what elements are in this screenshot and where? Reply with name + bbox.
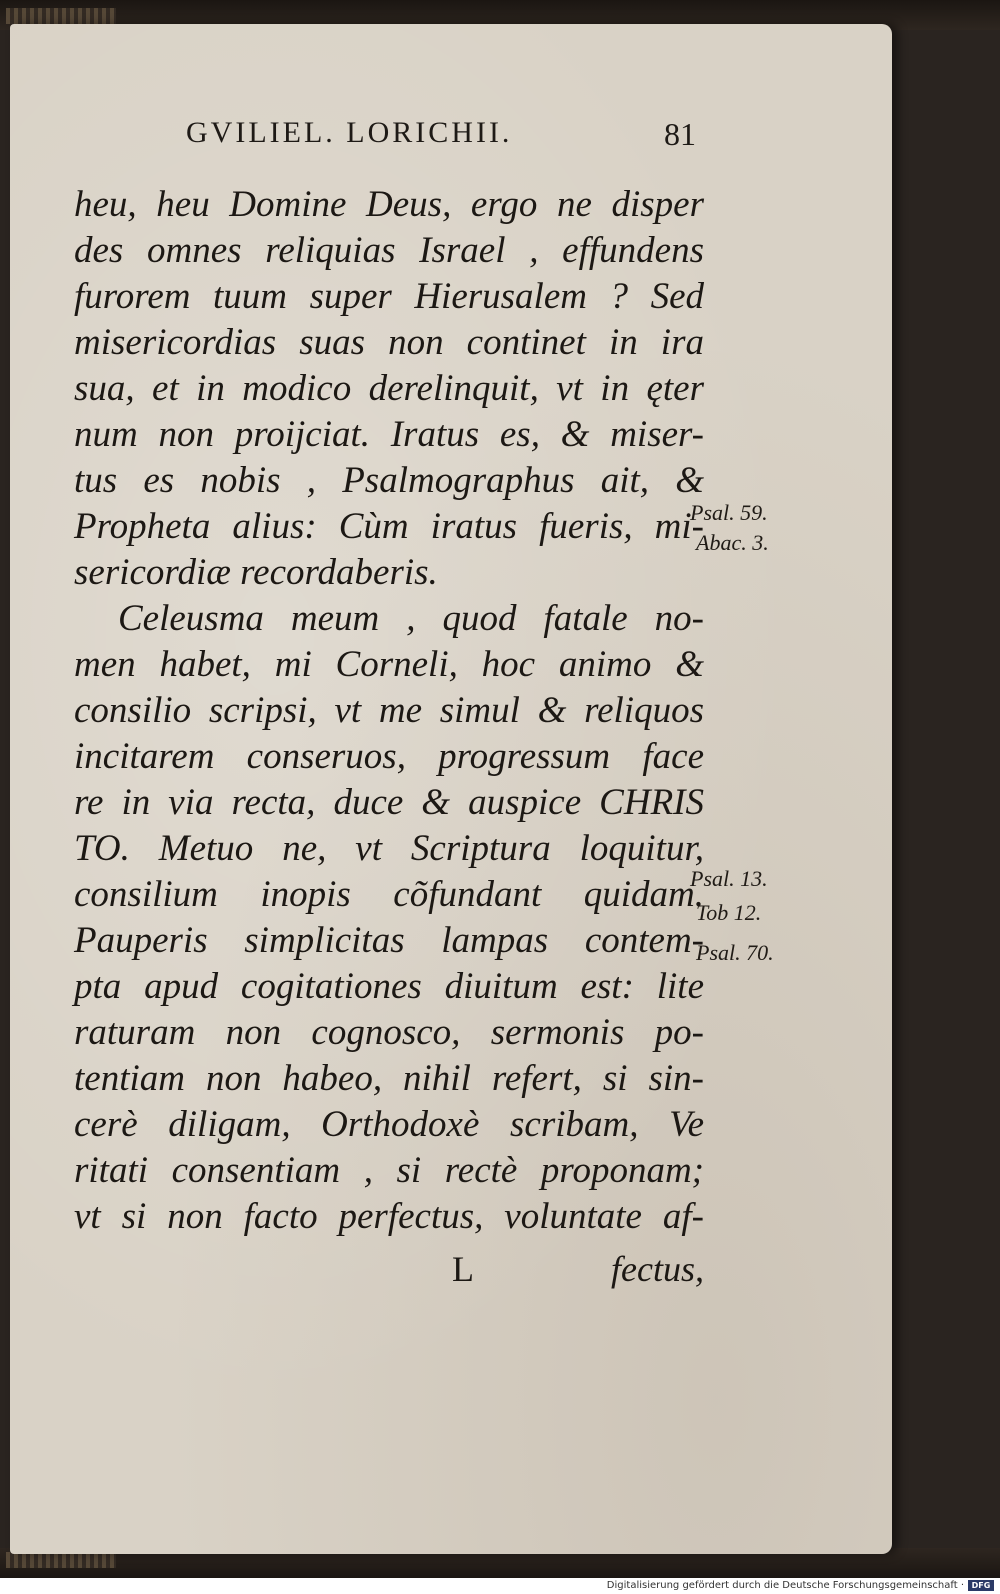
funding-credit: Digitalisierung gefördert durch die Deutsche Forschungsgemeinschaft · — [606, 1580, 964, 1591]
binding-strip-top — [6, 8, 116, 24]
margin-note: Psal. 59. — [690, 500, 768, 525]
binding-strip-bottom — [6, 1552, 116, 1568]
text-line: misericordias suas non continet in ira — [74, 322, 704, 363]
text-line: tus es nobis , Psalmographus ait, & — [74, 460, 704, 501]
catchword: fectus, — [611, 1249, 704, 1289]
text-line: sericordiæ recordaberis. — [74, 552, 438, 593]
text-line: cerè diligam, Orthodoxè scribam, Ve — [74, 1104, 704, 1145]
margin-note: Psal. 13. — [690, 866, 768, 891]
text-line-paragraph-start: Celeusma meum , quod fatale no- — [118, 598, 704, 639]
text-line: ritati consentiam , si rectè proponam; — [74, 1150, 704, 1191]
text-line: consilium inopis cõfundant quidam. — [74, 874, 704, 915]
text-line: pta apud cogitationes diuitum est: lite — [74, 966, 704, 1007]
margin-note: Abac. 3. — [696, 530, 769, 555]
text-line: vt si non facto perfectus, voluntate af- — [74, 1196, 704, 1237]
text-line: Propheta alius: Cùm iratus fueris, mi- — [74, 506, 704, 547]
page-number: 81 — [664, 116, 696, 152]
text-line: TO. Metuo ne, vt Scriptura loquitur, — [74, 828, 704, 869]
text-line: furorem tuum super Hierusalem ? Sed — [74, 276, 704, 317]
book-page — [10, 24, 892, 1554]
text-line: des omnes reliquias Israel , effundens — [74, 230, 704, 271]
signature-mark: L — [452, 1249, 474, 1289]
running-head: GVILIEL. LORICHII. — [186, 116, 513, 149]
text-line: num non proijciat. Iratus es, & miser- — [74, 414, 704, 455]
margin-note: Tob 12. — [696, 900, 762, 925]
text-line: sua, et in modico derelinquit, vt in ęter — [74, 368, 704, 409]
text-line: incitarem conseruos, progressum face — [74, 736, 704, 777]
text-line: heu, heu Domine Deus, ergo ne disper — [74, 184, 704, 225]
text-line: consilio scripsi, vt me simul & reliquos — [74, 690, 704, 731]
text-line: tentiam non habeo, nihil refert, si sin- — [74, 1058, 704, 1099]
page-header — [186, 116, 696, 156]
text-line: re in via recta, duce & auspice CHRIS — [74, 782, 704, 823]
footer-bar — [0, 1578, 1000, 1594]
margin-note: Psal. 70. — [696, 940, 774, 965]
body-text — [74, 182, 704, 1240]
catch-line — [74, 1248, 704, 1294]
text-line: raturam non cognosco, sermonis po- — [74, 1012, 704, 1053]
text-line: men habet, mi Corneli, hoc animo & — [74, 644, 704, 685]
dfg-logo: DFG — [968, 1580, 994, 1591]
text-line: Pauperis simplicitas lampas contem- — [74, 920, 704, 961]
